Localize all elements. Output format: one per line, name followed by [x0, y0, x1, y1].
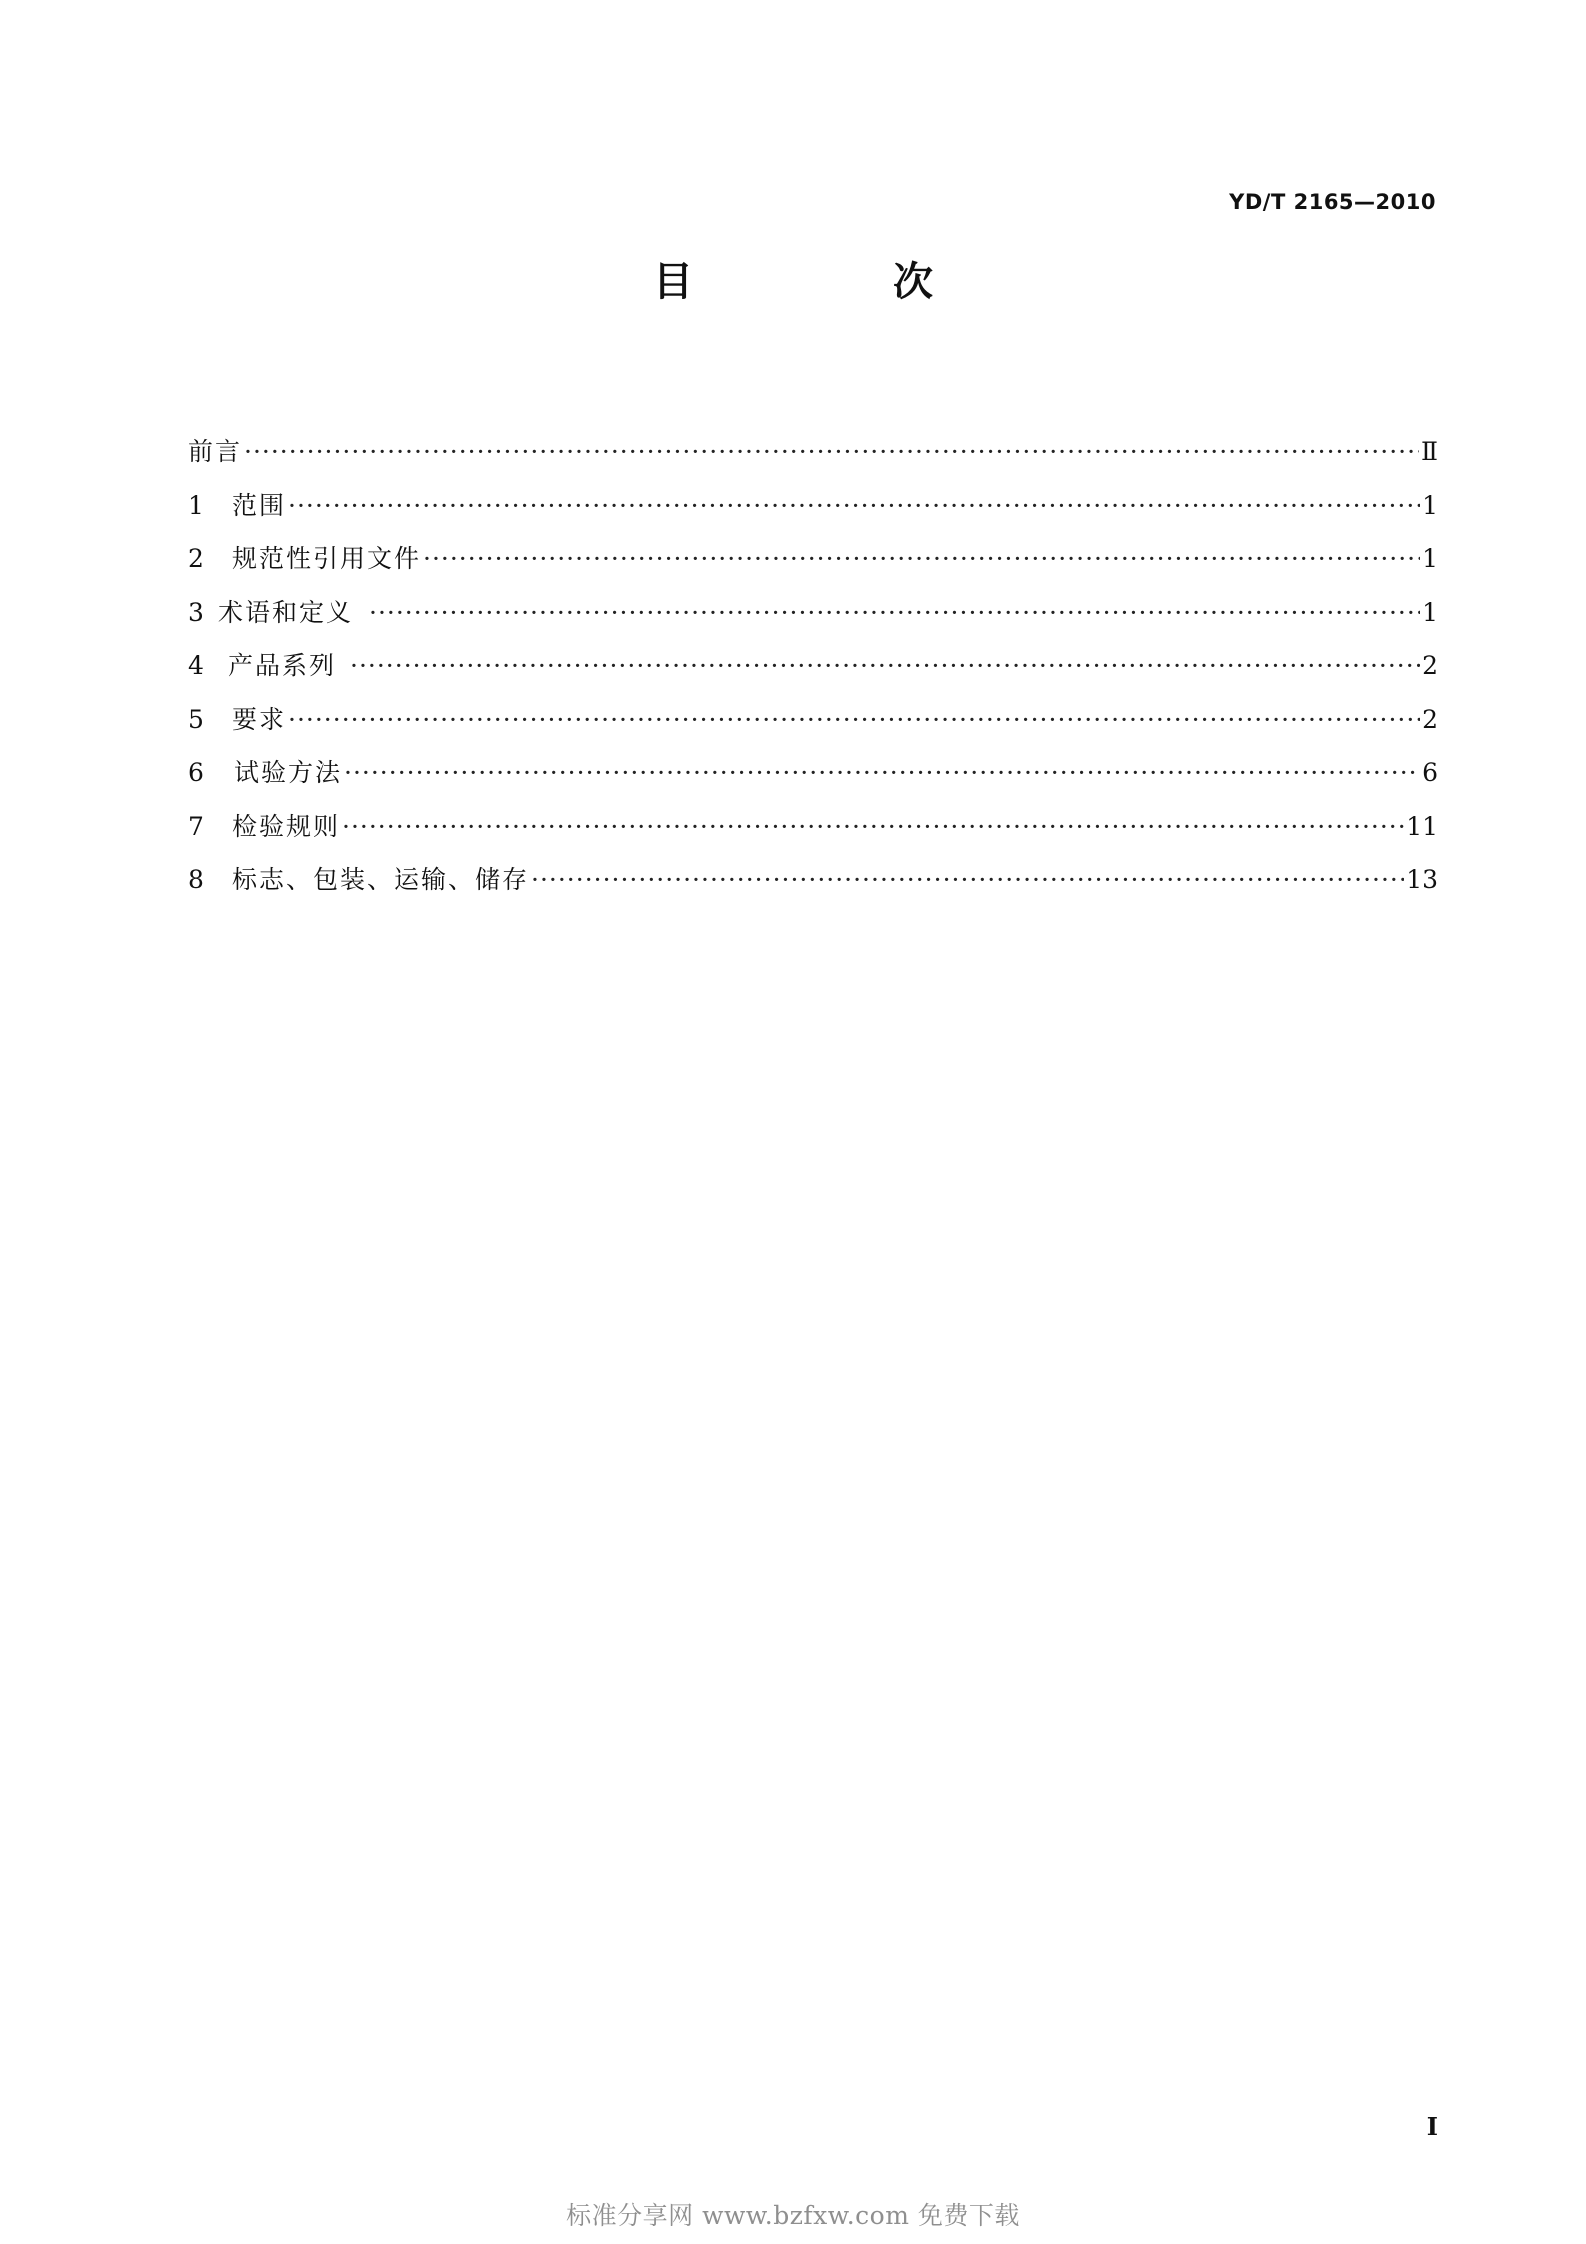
toc-entry-number: 7 [188, 811, 204, 841]
toc-leader-dots [344, 758, 1420, 787]
toc-leader-dots [423, 544, 1420, 573]
toc-entry-5[interactable] [188, 700, 1438, 754]
toc-leader-dots [288, 705, 1420, 734]
toc-entry-number: 2 [188, 544, 204, 573]
toc-entry-page: 11 [1406, 811, 1438, 841]
watermark-text: 标准分享网 www.bzfxw.com 免费下载 [566, 2201, 1020, 2230]
toc-leader-dots [244, 437, 1419, 466]
toc-entry-label: 标志、包装、运输、储存 [232, 865, 530, 894]
toc-entry-2[interactable] [188, 539, 1438, 593]
page-number: I [1426, 2112, 1438, 2141]
toc-entry-number: 5 [188, 704, 204, 734]
toc-leader-dots [350, 651, 1420, 680]
toc-entry-label: 要求 [232, 704, 287, 734]
toc-entry-page: 6 [1422, 758, 1438, 787]
toc-entry-label: 术语和定义 [218, 597, 354, 627]
toc-entry-number: 8 [188, 865, 204, 894]
toc-entry-label: 规范性引用文件 [232, 544, 422, 573]
toc-leader-dots [288, 491, 1420, 520]
toc-entry-7[interactable] [188, 807, 1438, 861]
toc-entry-label: 试验方法 [234, 758, 343, 787]
toc-entry-page: Ⅱ [1421, 437, 1438, 466]
toc-entry-number: 6 [188, 758, 204, 787]
table-of-contents [188, 432, 1438, 914]
standard-code: YD/T 2165—2010 [1229, 190, 1436, 214]
toc-entry-label: 检验规则 [232, 811, 341, 841]
toc-leader-dots [342, 812, 1404, 841]
toc-entry-3[interactable] [188, 593, 1438, 647]
toc-entry-page: 2 [1422, 651, 1438, 680]
toc-entry-1[interactable] [188, 486, 1438, 540]
toc-leader-dots [531, 865, 1404, 894]
toc-leader-dots [369, 598, 1420, 627]
toc-entry-number: 3 [188, 597, 204, 627]
toc-entry-page: 2 [1422, 704, 1438, 734]
toc-entry-8[interactable] [188, 860, 1438, 914]
toc-entry-page: 1 [1422, 490, 1438, 520]
toc-entry-4[interactable] [188, 646, 1438, 700]
toc-entry-6[interactable] [188, 753, 1438, 807]
toc-entry-label: 范围 [232, 490, 287, 520]
page-title: 目 次 [653, 259, 1013, 305]
toc-entry-number: 1 [188, 490, 204, 520]
toc-entry-page: 1 [1422, 597, 1438, 627]
toc-entry-page: 1 [1422, 544, 1438, 573]
toc-entry-label: 产品系列 [228, 651, 337, 680]
toc-entry-number: 4 [188, 651, 204, 680]
toc-entry-page: 13 [1406, 865, 1438, 894]
toc-entry-foreword[interactable] [188, 432, 1438, 486]
toc-entry-label: 前言 [188, 437, 243, 466]
